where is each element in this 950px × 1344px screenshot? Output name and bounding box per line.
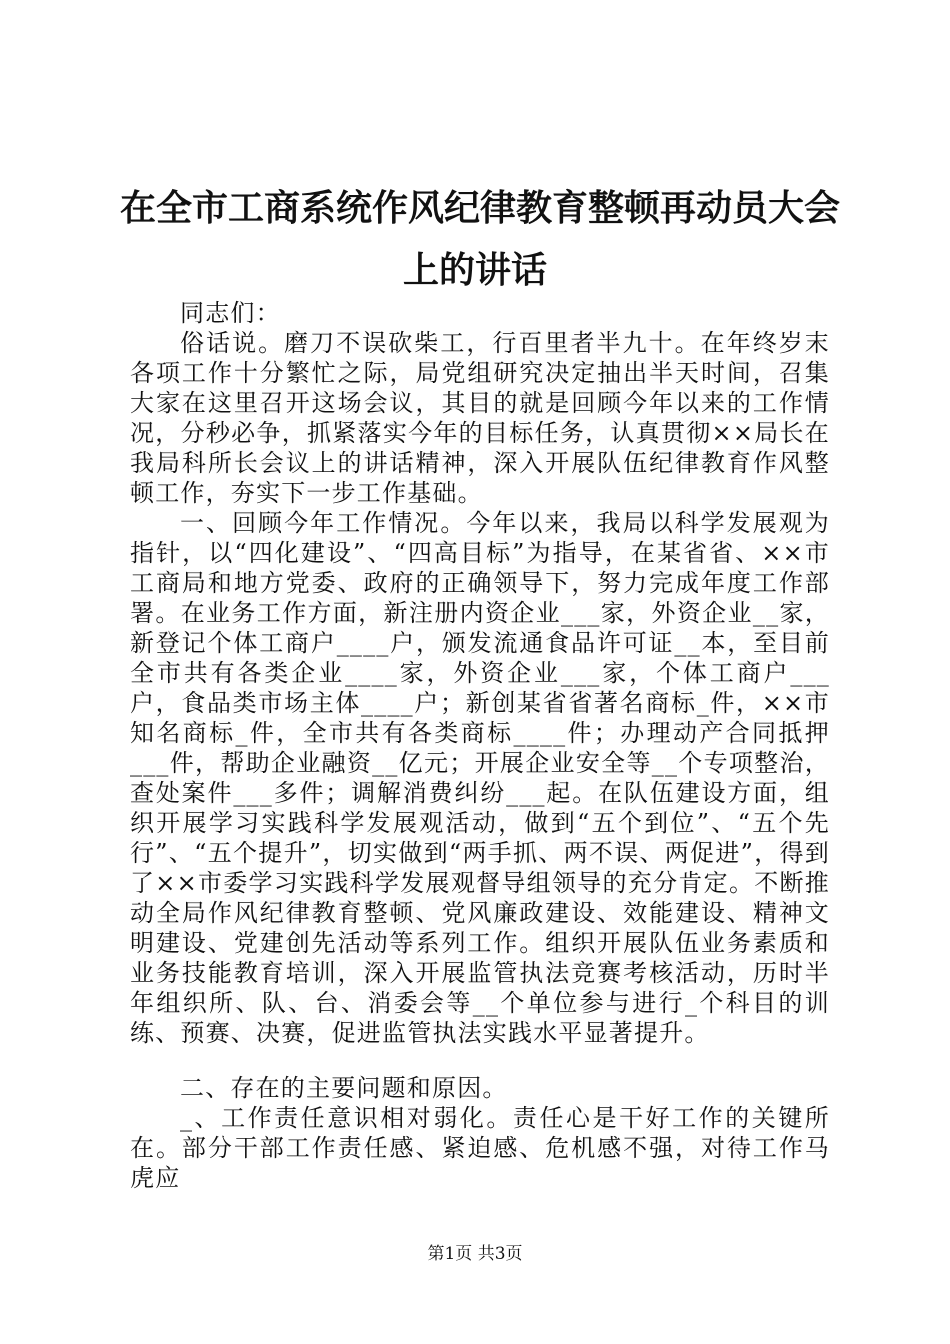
greeting: 同志们：	[180, 299, 281, 327]
paragraph-4: _、工作责任意识相对弱化。责任心是干好工作的关键所在。部分干部工作责任感、紧迫感、危机感不强，对待工作马虎应	[130, 1104, 830, 1192]
paragraph-1: 俗话说。磨刀不误砍柴工，行百里者半九十。在年终岁末各项工作十分繁忙之际，局党组研究决定抽出半天时间，召集大家在这里召开这场会议，其目的就是回顾今年以来的工作情况，分秒必争，抓紧落实今年的目标任务，认真贯彻××局长在我局科所长会议上的讲话精神，深入开展队伍纪律教育作风整顿工作，夯实下一步工作基础。	[130, 329, 830, 507]
paragraph-3: 二、存在的主要问题和原因。	[180, 1074, 508, 1102]
document-title-line-1: 在全市工商系统作风纪律教育整顿再动员大会	[120, 187, 841, 229]
page-indicator: 第1页 共3页	[427, 1244, 523, 1264]
document-body	[130, 298, 830, 1193]
paragraph-2: 一、回顾今年工作情况。今年以来，我局以科学发展观为指针，以“四化建设”、“四高目标”为指导，在某省省、××市工商局和地方党委、政府的正确领导下，努力完成年度工作部署。在业务工作方面，新注册内资企业___家，外资企业__家，新登记个体工商户____户，颁发流通食品许可证__本，至目前全市共有各类企业____家，外资企业___家，个体工商户___户，食品类市场主体____户；新创某省省著名商标_件，××市知名商标_件，全市共有各类商标____件；办理动产合同抵押___件，帮助企业融资__亿元；开展企业安全等__个专项整治，查处案件___多件；调解消费纠纷___起。在队伍建设方面，组织开展学习实践科学发展观活动，做到“五个到位”、“五个先行”、“五个提升”，切实做到“两手抓、两不误、两促进”，得到了××市委学习实践科学发展观督导组领导的充分肯定。不断推动全局作风纪律教育整顿、党风廉政建设、效能建设、精神文明建设、党建创先活动等系列工作。组织开展队伍业务素质和业务技能教育培训，深入开展监管执法竞赛考核活动，历时半年组织所、队、台、消委会等__个单位参与进行_个科目的训练、预赛、决赛，促进监管执法实践水平显著提升。	[130, 509, 830, 1047]
document-title-line-2: 上的讲话	[402, 249, 547, 291]
